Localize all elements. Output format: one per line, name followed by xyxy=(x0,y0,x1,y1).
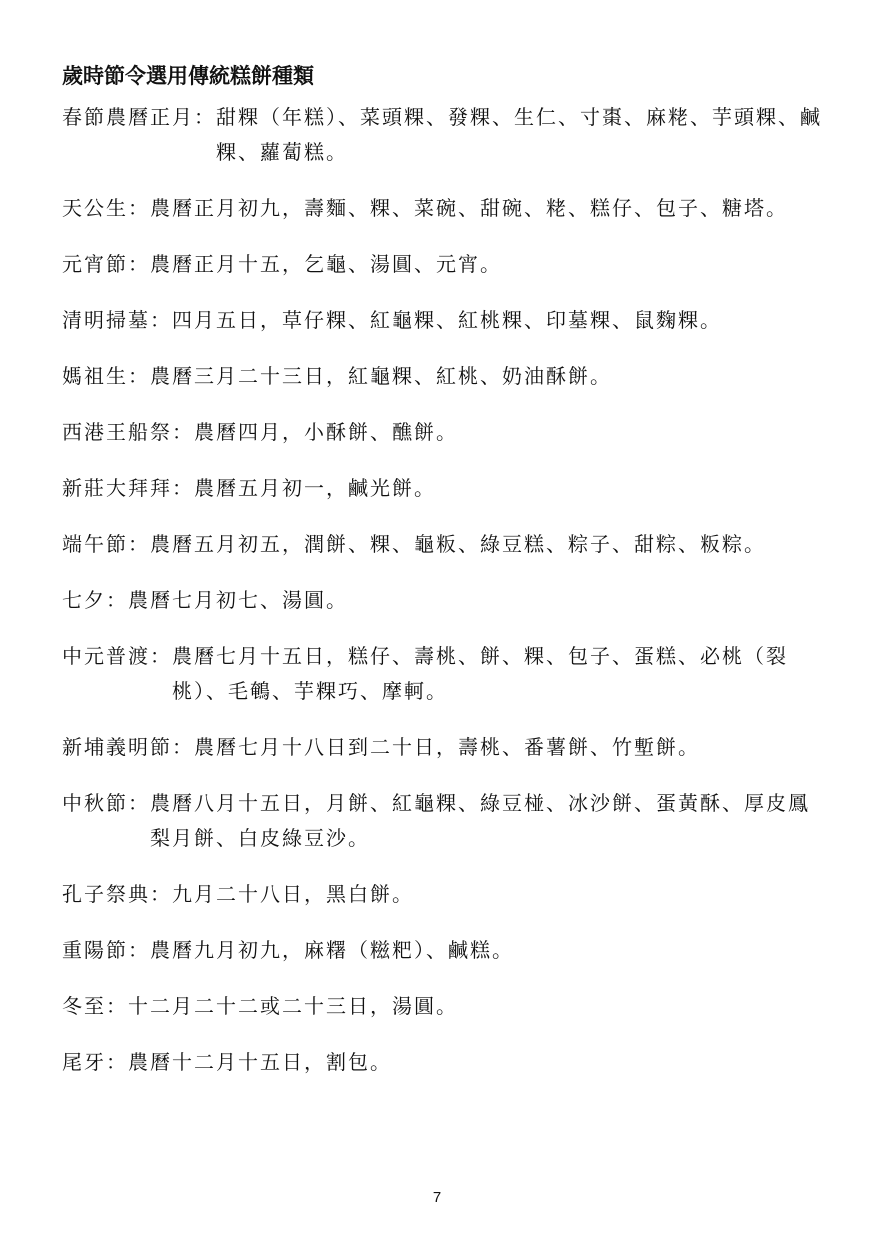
festival-entry xyxy=(62,415,822,450)
festival-name: 新莊大拜拜： xyxy=(62,476,194,500)
page-number: 7 xyxy=(432,1189,442,1206)
festival-pastries: 甜粿（年糕）、菜頭粿、發粿、生仁、寸棗、麻粩、芋頭粿、鹹粿、蘿蔔糕。 xyxy=(216,105,822,164)
festival-pastries: 農曆正月初九，壽麵、粿、菜碗、甜碗、粩、糕仔、包子、糖塔。 xyxy=(150,196,788,220)
festival-entry xyxy=(62,303,822,338)
festival-entry xyxy=(62,471,822,506)
festival-pastries: 農曆五月初五，潤餅、粿、龜粄、綠豆糕、粽子、甜粽、粄粽。 xyxy=(150,532,766,556)
festival-name: 重陽節： xyxy=(62,938,150,962)
festival-name: 冬至： xyxy=(62,994,128,1018)
festival-name: 端午節： xyxy=(62,532,150,556)
festival-entry xyxy=(62,191,822,226)
festival-pastries: 十二月二十二或二十三日，湯圓。 xyxy=(128,994,458,1018)
festival-name: 清明掃墓： xyxy=(62,308,172,332)
festival-list xyxy=(62,100,822,1101)
festival-entry xyxy=(62,730,822,765)
festival-pastries: 農曆八月十五日，月餅、紅龜粿、綠豆椪、冰沙餅、蛋黃酥、厚皮鳳梨月餅、白皮綠豆沙。 xyxy=(150,791,810,850)
festival-entry xyxy=(62,359,822,394)
festival-name: 元宵節： xyxy=(62,252,150,276)
festival-pastries: 農曆七月十五日，糕仔、壽桃、餅、粿、包子、蛋糕、必桃（裂桃）、毛鵪、芋粿巧、摩軻。 xyxy=(172,644,788,703)
festival-pastries: 農曆九月初九，麻糬（糍粑）、鹹糕。 xyxy=(150,938,514,962)
festival-entry xyxy=(62,877,822,912)
festival-entry xyxy=(62,527,822,562)
festival-name: 西港王船祭： xyxy=(62,420,194,444)
festival-entry xyxy=(62,1045,822,1080)
festival-pastries: 農曆五月初一，鹹光餅。 xyxy=(194,476,436,500)
festival-entry xyxy=(62,247,822,282)
festival-pastries: 農曆正月十五，乞龜、湯圓、元宵。 xyxy=(150,252,502,276)
festival-entry xyxy=(62,639,822,709)
festival-entry xyxy=(62,583,822,618)
festival-pastries: 四月五日，草仔粿、紅龜粿、紅桃粿、印墓粿、鼠麴粿。 xyxy=(172,308,722,332)
page-title: 歲時節令選用傳統糕餅種類 xyxy=(62,64,314,88)
festival-pastries: 農曆七月初七、湯圓。 xyxy=(128,588,348,612)
festival-pastries: 農曆三月二十三日，紅龜粿、紅桃、奶油酥餅。 xyxy=(150,364,612,388)
festival-pastries: 農曆七月十八日到二十日，壽桃、番薯餅、竹塹餅。 xyxy=(194,735,700,759)
festival-entry xyxy=(62,989,822,1024)
festival-pastries: 九月二十八日，黑白餅。 xyxy=(172,882,414,906)
festival-pastries: 農曆四月，小酥餅、醮餅。 xyxy=(194,420,458,444)
festival-name: 天公生： xyxy=(62,196,150,220)
festival-entry xyxy=(62,933,822,968)
festival-name: 中元普渡： xyxy=(62,644,172,668)
festival-name: 尾牙： xyxy=(62,1050,128,1074)
festival-name: 春節農曆正月： xyxy=(62,105,216,129)
festival-pastries: 農曆十二月十五日，割包。 xyxy=(128,1050,392,1074)
festival-entry xyxy=(62,100,822,170)
festival-entry xyxy=(62,786,822,856)
festival-name: 新埔義明節： xyxy=(62,735,194,759)
festival-name: 孔子祭典： xyxy=(62,882,172,906)
festival-name: 媽祖生： xyxy=(62,364,150,388)
festival-name: 中秋節： xyxy=(62,791,150,815)
festival-name: 七夕： xyxy=(62,588,128,612)
